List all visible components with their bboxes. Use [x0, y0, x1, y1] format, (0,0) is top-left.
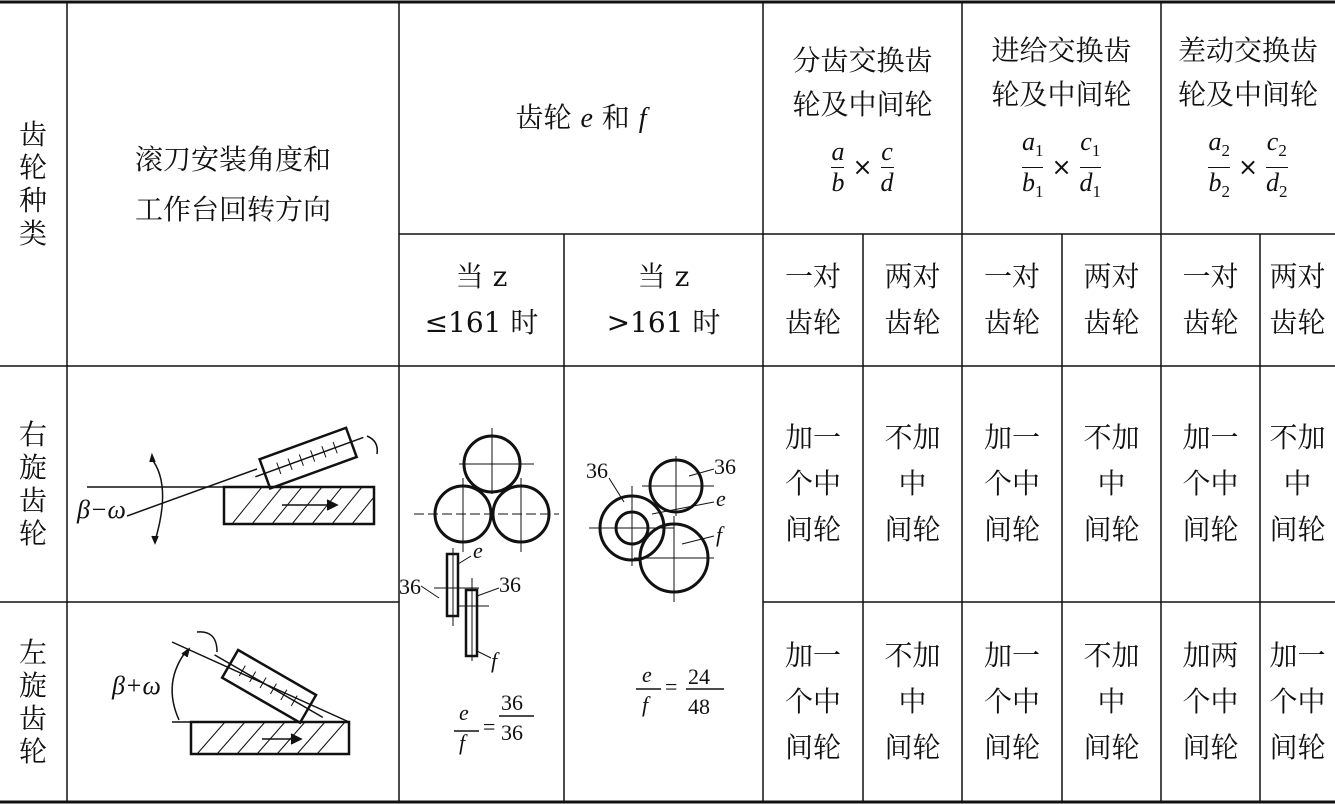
- header-feed-gears: [962, 2, 1161, 234]
- vertical-char: 旋: [18, 669, 47, 702]
- row-0-value-cell: 不加 中 间轮: [884, 421, 941, 546]
- vertical-char: 轮: [18, 151, 47, 184]
- figure-label: e: [459, 700, 469, 725]
- header-diff-gears: [1161, 2, 1335, 234]
- diff-gears-title: 差动交换齿 轮及中间轮: [1177, 34, 1318, 112]
- index-gears-title: 分齿交换齿 轮及中间轮: [792, 43, 933, 121]
- row-1-value-cell: 加一 个中 间轮: [983, 639, 1040, 764]
- header-feed-two-pairs: 两对 齿轮: [1083, 260, 1140, 339]
- vertical-char: 左: [18, 636, 47, 669]
- figure-label: e: [642, 662, 652, 687]
- figure-label: =: [665, 674, 678, 699]
- gear-ef-figure-le161: [399, 366, 564, 802]
- vertical-char: 齿: [18, 484, 47, 517]
- figure-label: f: [491, 648, 498, 673]
- gear-ef-figure-gt161: [564, 366, 763, 802]
- vertical-char: 轮: [18, 517, 47, 550]
- figure-label: f: [716, 522, 723, 547]
- header-index-gears: [763, 2, 962, 234]
- figure-label: 36: [586, 458, 608, 483]
- vertical-char: 右: [18, 418, 47, 451]
- row-0-value-cell: 不加 中 间轮: [1269, 421, 1326, 546]
- row-left-hand-type: [0, 602, 66, 802]
- feed-gears-title: 进给交换齿 轮及中间轮: [991, 34, 1132, 112]
- row-0-value-cell: 加一 个中 间轮: [983, 421, 1040, 546]
- row-1-value-cell: 加一 个中 间轮: [784, 639, 841, 764]
- vertical-char: 齿: [18, 702, 47, 735]
- header-hob-angle: 滚刀安装角度和 工作台回转方向: [134, 143, 331, 226]
- figure-label: =: [483, 714, 496, 739]
- header-gear-ef: [399, 2, 763, 234]
- vertical-char: 轮: [18, 735, 47, 768]
- figure-label: 36: [501, 690, 523, 715]
- figure-label: f: [459, 730, 466, 755]
- figure-label: 24: [688, 664, 710, 689]
- figure-label: 36: [714, 454, 736, 479]
- figure-label: β+ω: [112, 671, 161, 700]
- header-diff-two-pairs: 两对 齿轮: [1269, 260, 1326, 339]
- row-0-value-cell: 加一 个中 间轮: [1182, 421, 1239, 546]
- hob-diagram-left-hand: [67, 602, 399, 802]
- diff-gears-formula: $\frac{a_2}{b_2}$ × $\frac{c_2}{d_2}$: [1208, 127, 1288, 201]
- figure-label: 48: [688, 694, 710, 719]
- vertical-char: 旋: [18, 451, 47, 484]
- vertical-char: 种: [18, 184, 47, 217]
- header-gear-type: [0, 2, 66, 366]
- figure-label: 36: [501, 720, 523, 745]
- header-cond-le161: 当 z ≤161 时: [424, 260, 539, 339]
- row-1-value-cell: 不加 中 间轮: [884, 639, 941, 764]
- header-feed-one-pair: 一对 齿轮: [983, 260, 1040, 339]
- row-1-value-cell: 不加 中 间轮: [1083, 639, 1140, 764]
- row-1-value-cell: 加两 个中 间轮: [1182, 639, 1239, 764]
- header-diff-one-pair: 一对 齿轮: [1182, 260, 1239, 339]
- figure-label: f: [642, 692, 649, 717]
- vertical-char: 齿: [18, 118, 47, 151]
- figure-label: e: [473, 538, 483, 563]
- row-right-hand-type: [0, 366, 66, 602]
- header-cond-gt161: 当 z >161 时: [606, 260, 721, 339]
- header-index-one-pair: 一对 齿轮: [784, 260, 841, 339]
- figure-label: e: [716, 486, 726, 511]
- figure-label: 36: [399, 574, 421, 599]
- row-0-value-cell: 不加 中 间轮: [1083, 421, 1140, 546]
- vertical-char: 类: [18, 217, 47, 250]
- row-1-value-cell: 加一 个中 间轮: [1269, 639, 1326, 764]
- header-index-two-pairs: 两对 齿轮: [884, 260, 941, 339]
- gear-ef-label: 齿轮 e 和 f: [515, 100, 647, 134]
- index-gears-formula: $\frac{a}{b}$ × $\frac{c}{d}$: [831, 136, 894, 197]
- hob-diagram-right-hand: [67, 366, 399, 602]
- figure-label: β−ω: [77, 495, 126, 524]
- row-0-value-cell: 加一 个中 间轮: [784, 421, 841, 546]
- feed-gears-formula: $\frac{a_1}{b_1}$ × $\frac{c_1}{d_1}$: [1021, 127, 1102, 201]
- figure-label: 36: [499, 572, 521, 597]
